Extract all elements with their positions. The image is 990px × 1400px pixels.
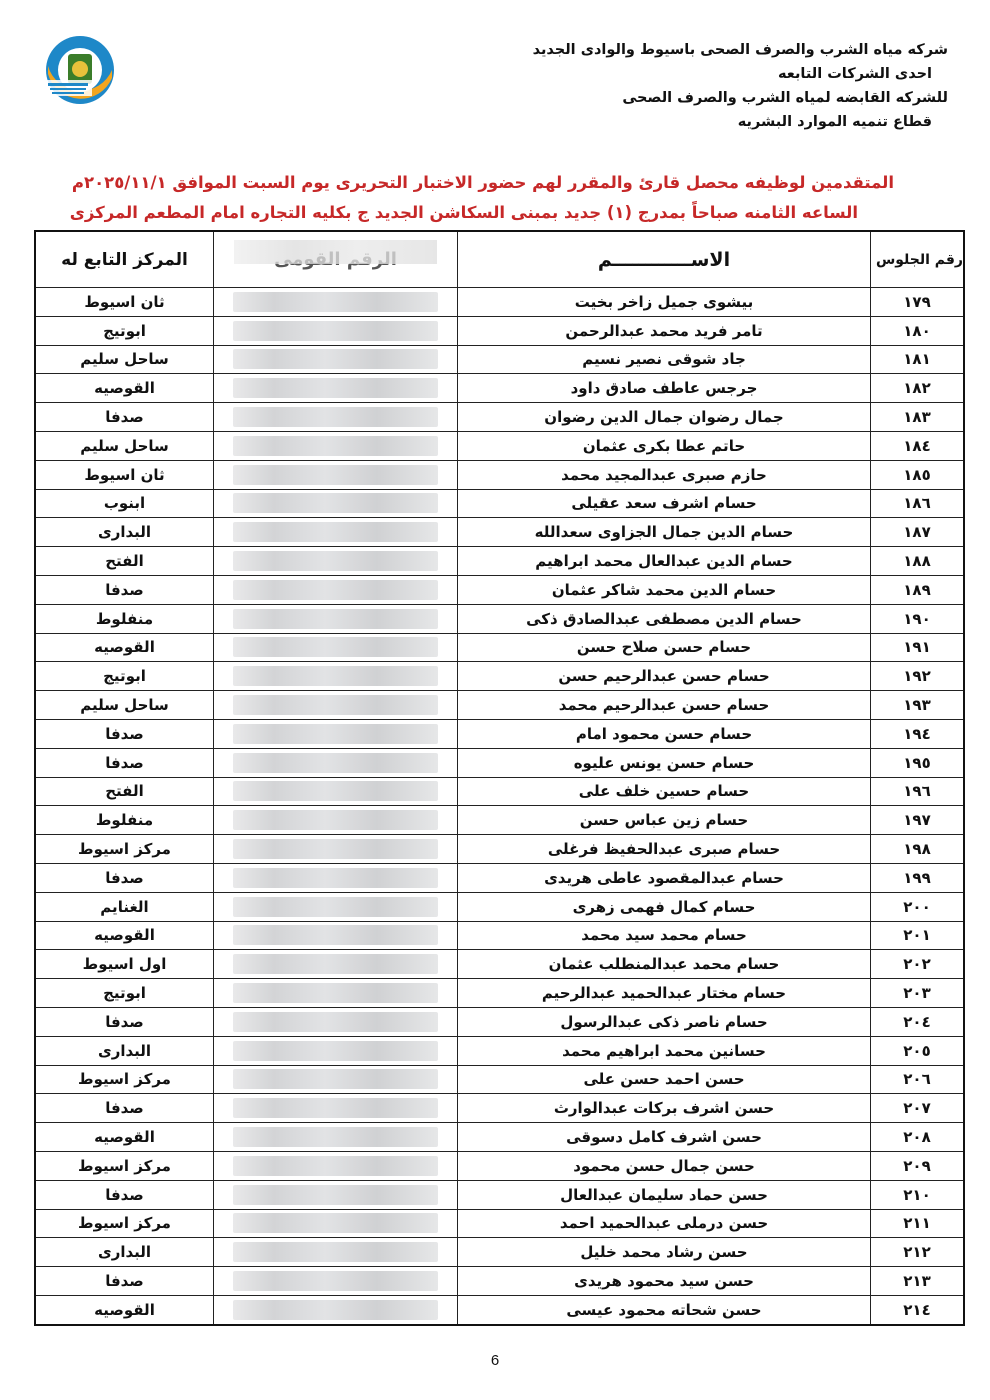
- redaction-blur: [233, 1242, 438, 1262]
- assigned-center: القوصيه: [35, 633, 214, 662]
- table-row: [35, 1123, 964, 1152]
- table-row: [35, 892, 964, 921]
- table-row: [35, 950, 964, 979]
- candidate-name: حسام الدين محمد شاكر عثمان: [458, 575, 871, 604]
- redaction-blur: [233, 378, 438, 398]
- candidate-name: حسانين محمد ابراهيم محمد: [458, 1036, 871, 1065]
- table-row: [35, 575, 964, 604]
- seat-number: ١٨٦: [871, 489, 965, 518]
- table-row: [35, 489, 964, 518]
- seat-number: ٢٠٣: [871, 979, 965, 1008]
- seat-number: ١٧٩: [871, 288, 965, 317]
- candidate-name: حسام حسن صلاح حسن: [458, 633, 871, 662]
- table-row: [35, 403, 964, 432]
- table-header-row: [35, 231, 964, 288]
- column-header-center: المركز التابع له: [35, 231, 214, 288]
- assigned-center: الفتح: [35, 547, 214, 576]
- redaction-blur: [233, 753, 438, 773]
- redaction-blur: [233, 724, 438, 744]
- assigned-center: القوصيه: [35, 1295, 214, 1324]
- seat-number: ١٨٨: [871, 547, 965, 576]
- seat-number: ٢٠٤: [871, 1007, 965, 1036]
- redaction-blur: [233, 868, 438, 888]
- assigned-center: منفلوط: [35, 604, 214, 633]
- national-id-redacted: [214, 806, 458, 835]
- candidate-name: حسام كمال فهمى زهرى: [458, 892, 871, 921]
- national-id-redacted: [214, 1209, 458, 1238]
- national-id-redacted: [214, 1238, 458, 1267]
- candidate-name: حسن جمال حسن محمود: [458, 1151, 871, 1180]
- candidate-name: حسام الدين عبدالعال محمد ابراهيم: [458, 547, 871, 576]
- national-id-redacted: [214, 691, 458, 720]
- redaction-blur: [233, 321, 438, 341]
- column-header-name: الاســــــــــــم: [458, 231, 871, 288]
- national-id-redacted: [214, 403, 458, 432]
- redaction-blur: [233, 292, 438, 312]
- candidate-name: حسن اشرف بركات عبدالوارث: [458, 1094, 871, 1123]
- redaction-blur: [233, 897, 438, 917]
- seat-number: ٢٠٩: [871, 1151, 965, 1180]
- table-row: [35, 1007, 964, 1036]
- assigned-center: ساحل سليم: [35, 691, 214, 720]
- redaction-blur: [233, 609, 438, 629]
- redaction-blur: [233, 1127, 438, 1147]
- announcement-line-2: الساعه الثامنه صباحاً بمدرج (١) جديد بمبنى السكاشن الجديد ج بكليه التجاره امام المطعم المركزى: [69, 203, 858, 222]
- assigned-center: القوصيه: [35, 374, 214, 403]
- redaction-blur: [233, 1041, 438, 1061]
- redaction-blur: [233, 1300, 438, 1320]
- national-id-redacted: [214, 575, 458, 604]
- candidate-name: بيشوى جميل زاخر بخيت: [458, 288, 871, 317]
- assigned-center: ساحل سليم: [35, 345, 214, 374]
- candidate-name: حسن درملى عبدالحميد احمد: [458, 1209, 871, 1238]
- seat-number: ١٨٧: [871, 518, 965, 547]
- national-id-redacted: [214, 547, 458, 576]
- assigned-center: ابوتيج: [35, 316, 214, 345]
- candidate-name: حسام ناصر ذكى عبدالرسول: [458, 1007, 871, 1036]
- national-id-redacted: [214, 489, 458, 518]
- national-id-redacted: [214, 633, 458, 662]
- assigned-center: صدفا: [35, 1094, 214, 1123]
- redaction-blur: [233, 1271, 438, 1291]
- redaction-blur: [233, 1098, 438, 1118]
- table-row: [35, 547, 964, 576]
- seat-number: ١٩٨: [871, 835, 965, 864]
- candidate-name: حسام اشرف سعد عقيلى: [458, 489, 871, 518]
- candidate-name: حسام حسين خلف على: [458, 777, 871, 806]
- assigned-center: البدارى: [35, 1036, 214, 1065]
- column-header-seat: رقم الجلوس: [871, 231, 965, 288]
- assigned-center: ابنوب: [35, 489, 214, 518]
- candidate-name: حسام محمد سيد محمد: [458, 921, 871, 950]
- national-id-redacted: [214, 979, 458, 1008]
- redaction-blur: [233, 839, 438, 859]
- org-line-holding: للشركه القابضه لمياه الشرب والصرف الصحى: [622, 90, 948, 106]
- table-row: [35, 921, 964, 950]
- seat-number: ١٩٠: [871, 604, 965, 633]
- seat-number: ٢١٢: [871, 1238, 965, 1267]
- table-row: [35, 806, 964, 835]
- national-id-redacted: [214, 1094, 458, 1123]
- seat-number: ١٨١: [871, 345, 965, 374]
- redaction-blur: [233, 465, 438, 485]
- assigned-center: صدفا: [35, 1007, 214, 1036]
- national-id-redacted: [214, 374, 458, 403]
- seat-number: ٢٠٧: [871, 1094, 965, 1123]
- assigned-center: منفلوط: [35, 806, 214, 835]
- table-row: [35, 979, 964, 1008]
- assigned-center: البدارى: [35, 1238, 214, 1267]
- table-row: [35, 1209, 964, 1238]
- seat-number: ١٩٧: [871, 806, 965, 835]
- assigned-center: الفتح: [35, 777, 214, 806]
- assigned-center: ابوتيج: [35, 662, 214, 691]
- exam-announcement: [60, 168, 894, 228]
- redaction-blur: [233, 637, 438, 657]
- candidate-name: جرجس عاطف صادق داود: [458, 374, 871, 403]
- national-id-redacted: [214, 950, 458, 979]
- candidate-name: حسن اشرف كامل دسوقى: [458, 1123, 871, 1152]
- national-id-redacted: [214, 1180, 458, 1209]
- national-id-redacted: [214, 518, 458, 547]
- table-row: [35, 662, 964, 691]
- table-row: [35, 345, 964, 374]
- national-id-redacted: [214, 892, 458, 921]
- table-row: [35, 1094, 964, 1123]
- redaction-blur: [234, 240, 437, 264]
- seat-number: ٢١١: [871, 1209, 965, 1238]
- table-row: [35, 719, 964, 748]
- seat-number: ١٨٥: [871, 460, 965, 489]
- assigned-center: مركز اسيوط: [35, 1151, 214, 1180]
- candidate-name: حسام محمد عبدالمنطلب عثمان: [458, 950, 871, 979]
- national-id-redacted: [214, 604, 458, 633]
- seat-number: ١٨٣: [871, 403, 965, 432]
- candidate-name: حاتم عطا بكرى عثمان: [458, 431, 871, 460]
- national-id-redacted: [214, 662, 458, 691]
- national-id-redacted: [214, 748, 458, 777]
- redaction-blur: [233, 436, 438, 456]
- assigned-center: اول اسيوط: [35, 950, 214, 979]
- seat-number: ١٨٩: [871, 575, 965, 604]
- assigned-center: مركز اسيوط: [35, 1209, 214, 1238]
- assigned-center: مركز اسيوط: [35, 1065, 214, 1094]
- seat-number: ٢٠٥: [871, 1036, 965, 1065]
- candidate-name: جمال رضوان جمال الدين رضوان: [458, 403, 871, 432]
- candidate-name: حازم صبرى عبدالمجيد محمد: [458, 460, 871, 489]
- national-id-redacted: [214, 921, 458, 950]
- assigned-center: البدارى: [35, 518, 214, 547]
- column-header-national-id: [214, 231, 458, 288]
- seat-number: ١٨٠: [871, 316, 965, 345]
- table-row: [35, 460, 964, 489]
- assigned-center: ساحل سليم: [35, 431, 214, 460]
- seat-number: ٢٠٨: [871, 1123, 965, 1152]
- table-row: [35, 777, 964, 806]
- national-id-redacted: [214, 719, 458, 748]
- table-row: [35, 288, 964, 317]
- national-id-redacted: [214, 777, 458, 806]
- assigned-center: صدفا: [35, 1267, 214, 1296]
- national-id-redacted: [214, 460, 458, 489]
- seat-number: ١٩١: [871, 633, 965, 662]
- candidate-name: حسن حماد سليمان عبدالعال: [458, 1180, 871, 1209]
- table-row: [35, 748, 964, 777]
- seat-number: ١٨٢: [871, 374, 965, 403]
- national-id-redacted: [214, 1267, 458, 1296]
- redaction-blur: [233, 695, 438, 715]
- seat-number: ١٩٦: [871, 777, 965, 806]
- seat-number: ٢٠٠: [871, 892, 965, 921]
- assigned-center: ابوتيج: [35, 979, 214, 1008]
- seat-number: ١٩٩: [871, 863, 965, 892]
- candidate-name: تامر فريد محمد عبدالرحمن: [458, 316, 871, 345]
- seat-number: ٢١٠: [871, 1180, 965, 1209]
- seat-number: ١٩٣: [871, 691, 965, 720]
- table-row: [35, 374, 964, 403]
- national-id-redacted: [214, 1295, 458, 1324]
- org-line-sector: قطاع تنميه الموارد البشريه: [737, 114, 932, 130]
- candidate-name: حسن سيد محمود هريدى: [458, 1267, 871, 1296]
- redaction-blur: [233, 349, 438, 369]
- table-row: [35, 863, 964, 892]
- redaction-blur: [233, 522, 438, 542]
- table-row: [35, 835, 964, 864]
- redaction-blur: [233, 925, 438, 945]
- redaction-blur: [233, 810, 438, 830]
- national-id-redacted: [214, 288, 458, 317]
- table-row: [35, 1151, 964, 1180]
- redaction-blur: [233, 666, 438, 686]
- candidate-name: حسام حسن عبدالرحيم محمد: [458, 691, 871, 720]
- page-number: 6: [490, 1352, 500, 1369]
- seat-number: ١٩٥: [871, 748, 965, 777]
- assigned-center: صدفا: [35, 748, 214, 777]
- table-row: [35, 633, 964, 662]
- redaction-blur: [233, 954, 438, 974]
- organization-header: [488, 38, 948, 134]
- redaction-blur: [233, 493, 438, 513]
- national-id-redacted: [214, 316, 458, 345]
- national-id-redacted: [214, 863, 458, 892]
- assigned-center: مركز اسيوط: [35, 835, 214, 864]
- seat-number: ٢٠٢: [871, 950, 965, 979]
- national-id-redacted: [214, 835, 458, 864]
- redaction-blur: [233, 407, 438, 427]
- assigned-center: صدفا: [35, 719, 214, 748]
- table-body: [35, 288, 964, 1325]
- candidate-name: حسام مختار عبدالحميد عبدالرحيم: [458, 979, 871, 1008]
- national-id-redacted: [214, 1123, 458, 1152]
- redaction-blur: [233, 1012, 438, 1032]
- table-row: [35, 604, 964, 633]
- candidate-name: حسام الدين جمال الجزاوى سعدالله: [458, 518, 871, 547]
- table-row: [35, 691, 964, 720]
- assigned-center: صدفا: [35, 1180, 214, 1209]
- candidate-name: حسام حسن عبدالرحيم حسن: [458, 662, 871, 691]
- seat-number: ١٨٤: [871, 431, 965, 460]
- candidate-name: حسن رشاد محمد خليل: [458, 1238, 871, 1267]
- company-logo: [40, 34, 118, 106]
- redaction-blur: [233, 1213, 438, 1233]
- candidates-table: [34, 230, 965, 1326]
- table-row: [35, 518, 964, 547]
- seat-number: ٢١٤: [871, 1295, 965, 1324]
- redaction-blur: [233, 551, 438, 571]
- table-row: [35, 1036, 964, 1065]
- candidate-name: حسن احمد حسن على: [458, 1065, 871, 1094]
- national-id-redacted: [214, 1065, 458, 1094]
- assigned-center: صدفا: [35, 403, 214, 432]
- seat-number: ٢٠٦: [871, 1065, 965, 1094]
- assigned-center: صدفا: [35, 863, 214, 892]
- seat-number: ٢٠١: [871, 921, 965, 950]
- national-id-redacted: [214, 1007, 458, 1036]
- candidate-name: حسام الدين مصطفى عبدالصادق ذكى: [458, 604, 871, 633]
- assigned-center: القوصيه: [35, 921, 214, 950]
- redaction-blur: [233, 1069, 438, 1089]
- table-row: [35, 316, 964, 345]
- seat-number: ١٩٤: [871, 719, 965, 748]
- table-row: [35, 1267, 964, 1296]
- seat-number: ١٩٢: [871, 662, 965, 691]
- redaction-blur: [233, 1156, 438, 1176]
- assigned-center: ثان اسيوط: [35, 460, 214, 489]
- redaction-blur: [233, 580, 438, 600]
- redaction-blur: [233, 983, 438, 1003]
- redaction-blur: [233, 781, 438, 801]
- table-row: [35, 1180, 964, 1209]
- national-id-redacted: [214, 1151, 458, 1180]
- assigned-center: القوصيه: [35, 1123, 214, 1152]
- candidate-name: حسن شحاته محمود عيسى: [458, 1295, 871, 1324]
- candidate-name: حسام صبرى عبدالحفيظ فرغلى: [458, 835, 871, 864]
- assigned-center: الغنايم: [35, 892, 214, 921]
- candidate-name: حسام عبدالمقصود عاطى هريدى: [458, 863, 871, 892]
- assigned-center: صدفا: [35, 575, 214, 604]
- announcement-line-1: المتقدمين لوظيفه محصل قارئ والمقرر لهم حضور الاختبار التحريرى يوم السبت الموافق ٢٠٢٥/١١/١م: [71, 173, 894, 192]
- table-row: [35, 1295, 964, 1324]
- candidate-name: حسام حسن محمود امام: [458, 719, 871, 748]
- org-line-subsidiary: احدى الشركات التابعه: [777, 66, 932, 82]
- national-id-redacted: [214, 431, 458, 460]
- redaction-blur: [233, 1185, 438, 1205]
- assigned-center: ثان اسيوط: [35, 288, 214, 317]
- org-line-company: شركه مياه الشرب والصرف الصحى باسيوط والوادى الجديد: [532, 42, 948, 58]
- seat-number: ٢١٣: [871, 1267, 965, 1296]
- candidate-name: حسام حسن يونس عليوه: [458, 748, 871, 777]
- table-row: [35, 431, 964, 460]
- candidate-name: حسام زين عباس حسن: [458, 806, 871, 835]
- candidate-name: جاد شوقى نصير نسيم: [458, 345, 871, 374]
- table-row: [35, 1238, 964, 1267]
- national-id-redacted: [214, 1036, 458, 1065]
- national-id-redacted: [214, 345, 458, 374]
- table-row: [35, 1065, 964, 1094]
